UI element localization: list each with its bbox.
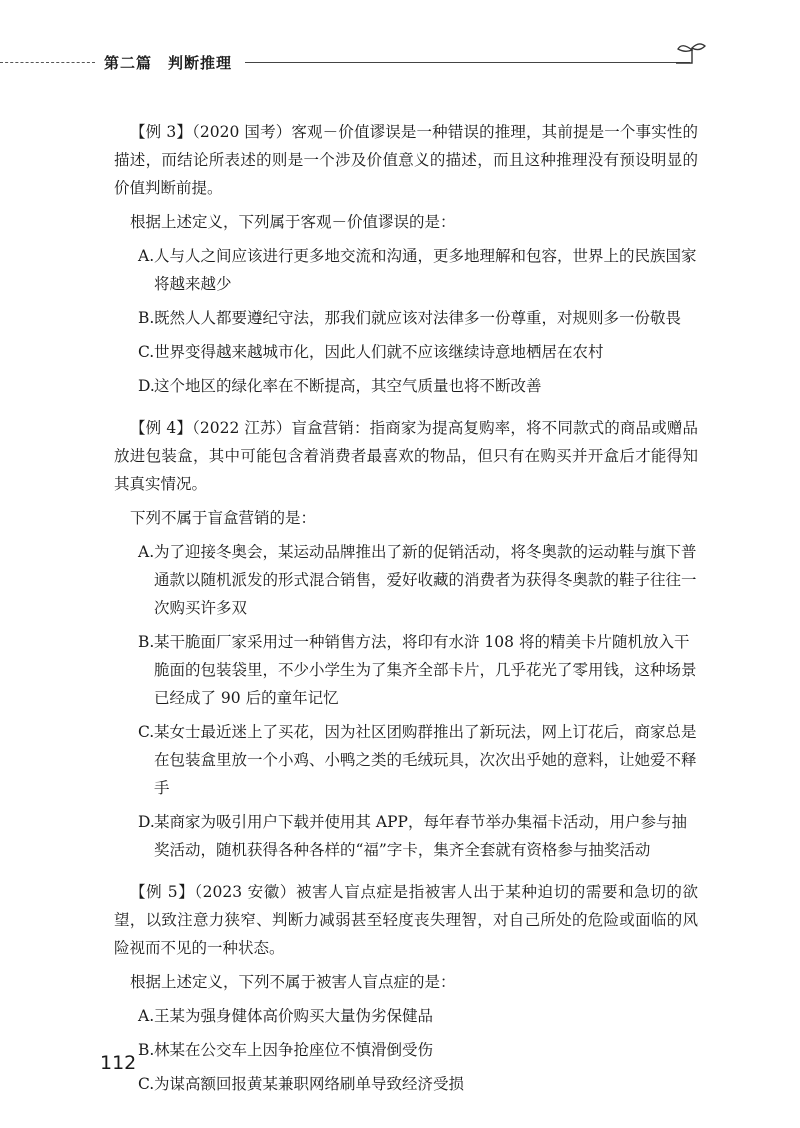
- option-c: [114, 1070, 698, 1098]
- option-text: 为谋高额回报黄某兼职网络刷单导致经济受损: [154, 1075, 465, 1093]
- option-text: 林某在公交车上因争抢座位不慎滑倒受伤: [154, 1041, 434, 1059]
- example-5: [114, 878, 698, 1098]
- option-text: 这个地区的绿化率在不断提高，其空气质量也将不断改善: [154, 377, 542, 395]
- option-letter: A.: [138, 247, 155, 265]
- option-text: 为了迎接冬奥会，某运动品牌推出了新的促销活动，将冬奥款的运动鞋与旗下普通款以随机派发的形式混合销售，爱好收藏的消费者为获得冬奥款的鞋子往往一次购买许多双: [154, 543, 697, 617]
- option-letter: A.: [138, 543, 155, 561]
- option-c: [114, 338, 698, 366]
- option-text: 既然人人都要遵纪守法，那我们就应该对法律多一份尊重，对规则多一份敬畏: [154, 309, 682, 327]
- option-text: 某商家为吸引用户下载并使用其 APP，每年春节举办集福卡活动，用户参与抽奖活动，随机获得各种各样的“福”字卡，集齐全套就有资格参与抽奖活动: [154, 813, 687, 859]
- option-letter: D.: [138, 377, 155, 395]
- option-letter: A.: [138, 1007, 155, 1025]
- sprout-icon: [672, 40, 712, 72]
- section-title: 第二篇 判断推理: [104, 54, 233, 72]
- option-text: 世界变得越来越城市化，因此人们就不应该继续诗意地栖居在农村: [154, 343, 604, 361]
- option-b: [114, 1036, 698, 1064]
- option-letter: B.: [138, 633, 155, 651]
- option-letter: C.: [138, 343, 155, 361]
- question-prompt: 根据上述定义，下列不属于被害人盲点症的是：: [130, 973, 456, 991]
- example-3: [114, 118, 698, 400]
- option-b: [114, 304, 698, 332]
- example-stem: 【例 4】（2022 江苏）盲盒营销：指商家为提高复购率，将不同款式的商品或赠品放进包装盒，其中可能包含着消费者最喜欢的物品，但只有在购买并开盒后才能得知其真实情况。: [114, 419, 698, 493]
- page-content: [114, 118, 698, 1098]
- question-prompt: 下列不属于盲盒营销的是：: [130, 509, 317, 527]
- header-dashed-line: [0, 62, 95, 63]
- option-a: [114, 1002, 698, 1030]
- option-letter: B.: [138, 1041, 155, 1059]
- page-number: 112: [100, 1052, 137, 1074]
- example-stem: 【例 5】（2023 安徽）被害人盲点症是指被害人出于某种迫切的需要和急切的欲望，以致注意力狭窄、判断力减弱甚至轻度丧失理智，对自己所处的危险或面临的风险视而不见的一种状态。: [114, 883, 698, 957]
- option-d: [114, 372, 698, 400]
- running-header: [0, 40, 800, 90]
- header-rule: [245, 62, 690, 63]
- example-stem: 【例 3】（2020 国考）客观－价值谬误是一种错误的推理，其前提是一个事实性的描述，而结论所表述的则是一个涉及价值意义的描述，而且这种推理没有预设明显的价值判断前提。: [114, 123, 698, 197]
- option-a: [114, 538, 698, 622]
- option-text: 某干脆面厂家采用过一种销售方法，将印有水浒 108 将的精美卡片随机放入干脆面的包装袋里，不少小学生为了集齐全部卡片，几乎花光了零用钱，这种场景已经成了 90 后的童年记忆: [154, 633, 697, 707]
- example-4: [114, 414, 698, 864]
- option-b: [114, 628, 698, 712]
- option-a: [114, 242, 698, 298]
- option-letter: C.: [138, 723, 155, 741]
- option-text: 王某为强身健体高价购买大量伪劣保健品: [154, 1007, 434, 1025]
- option-text: 人与人之间应该进行更多地交流和沟通，更多地理解和包容，世界上的民族国家将越来越少: [154, 247, 697, 293]
- option-letter: C.: [138, 1075, 155, 1093]
- option-d: [114, 808, 698, 864]
- option-c: [114, 718, 698, 802]
- question-prompt: 根据上述定义，下列属于客观－价值谬误的是：: [130, 213, 456, 231]
- option-text: 某女士最近迷上了买花，因为社区团购群推出了新玩法，网上订花后，商家总是在包装盒里放一个小鸡、小鸭之类的毛绒玩具，次次出乎她的意料，让她爱不释手: [154, 723, 697, 797]
- option-letter: D.: [138, 813, 155, 831]
- option-letter: B.: [138, 309, 155, 327]
